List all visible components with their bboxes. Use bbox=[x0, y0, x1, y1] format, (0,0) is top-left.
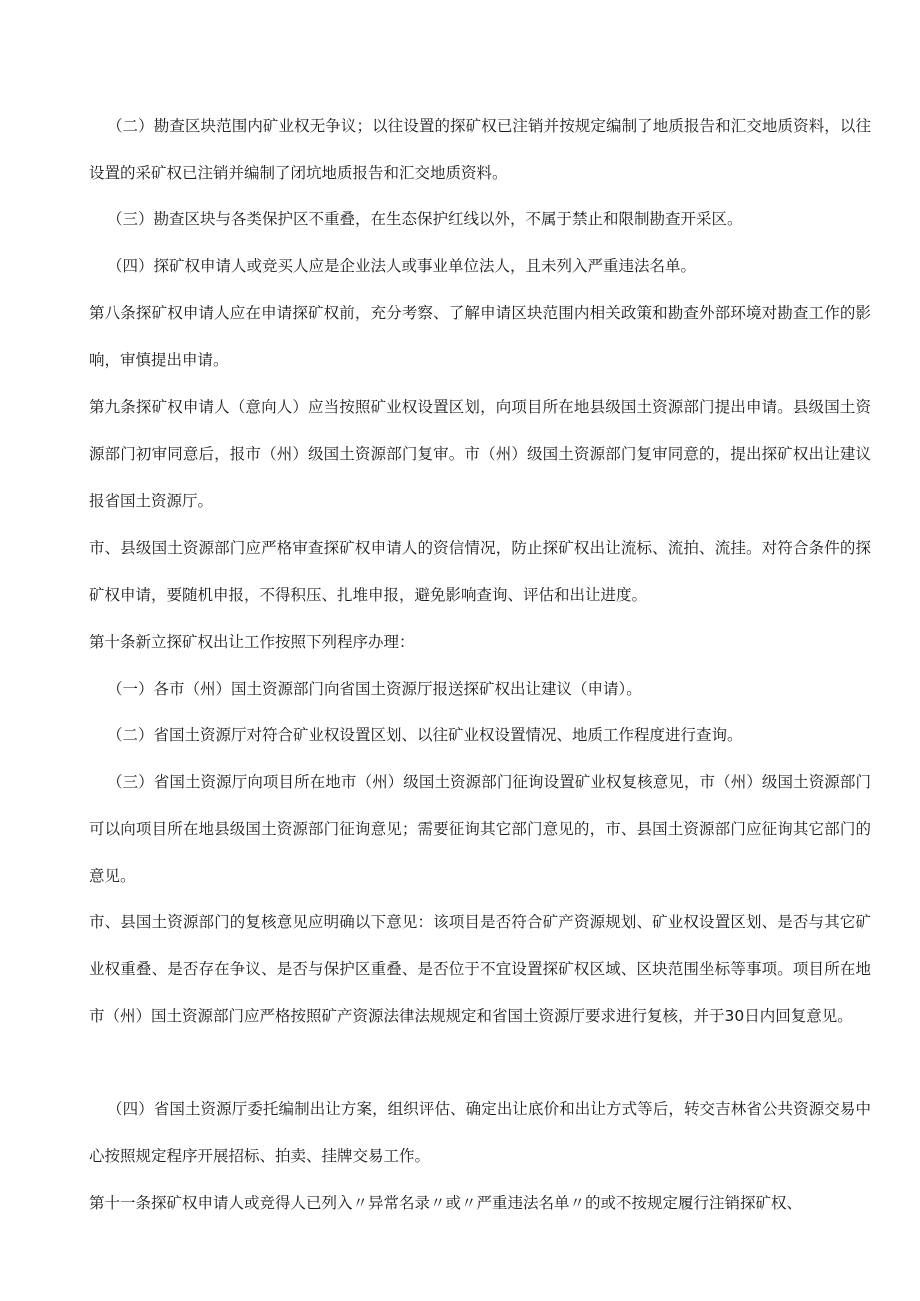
paragraph-item-4-conditions: （四）探矿权申请人或竞买人应是企业法人或事业单位法人，且未列入严重违法名单。 bbox=[107, 257, 697, 275]
paragraph-article-8: 第八条探矿权申请人应在申请探矿权前，充分考察、了解申请区块范围内相关政策和勘查外部环境对勘查工作的影响，审慎提出申请。 bbox=[89, 304, 871, 369]
paragraph-article-10: 第十条新立探矿权出让工作按照下列程序办理： bbox=[89, 633, 415, 651]
paragraph-procedure-3: （三）省国土资源厅向项目所在地市（州）级国土资源部门征询设置矿业权复核意见，市（州）级国土资源部门可以向项目所在地县级国土资源部门征询意见；需要征询其它部门意见的，市、县国土资源部门应征询其它部门的意见。 bbox=[89, 773, 871, 885]
paragraph-procedure-2: （二）省国土资源厅对符合矿业权设置区划、以往矿业权设置情况、地质工作程度进行查询。 bbox=[107, 726, 743, 744]
paragraph-review-requirement: 市、县级国土资源部门应严格审查探矿权申请人的资信情况，防止探矿权出让流标、流拍、流挂。对符合条件的探矿权申请，要随机申报，不得积压、扎堆申报，避免影响查询、评估和出让进度。 bbox=[89, 539, 871, 604]
paragraph-procedure-1: （一）各市（州）国土资源部门向省国土资源厅报送探矿权出让建议（申请）。 bbox=[107, 680, 642, 698]
paragraph-article-9: 第九条探矿权申请人（意向人）应当按照矿业权设置区划，向项目所在地县级国土资源部门提出申请。县级国土资源部门初审同意后，报市（州）级国土资源部门复审。市（州）级国土资源部门复审同意的，提出探矿权出让建议报省国土资源厅。 bbox=[89, 398, 871, 510]
paragraph-item-2-conditions: （二）勘查区块范围内矿业权无争议；以往设置的探矿权已注销并按规定编制了地质报告和汇交地质资料，以往设置的采矿权已注销并编制了闭坑地质报告和汇交地质资料。 bbox=[89, 117, 871, 182]
paragraph-procedure-4: （四）省国土资源厅委托编制出让方案，组织评估、确定出让底价和出让方式等后，转交吉林省公共资源交易中心按照规定程序开展招标、拍卖、挂牌交易工作。 bbox=[89, 1100, 871, 1165]
paragraph-item-3-conditions: （三）勘查区块与各类保护区不重叠，在生态保护红线以外，不属于禁止和限制勘查开采区。 bbox=[107, 210, 743, 228]
paragraph-article-11: 第十一条探矿权申请人或竞得人已列入〃异常名录〃或〃严重违法名单〃的或不按规定履行注销探矿权、 bbox=[89, 1194, 803, 1212]
paragraph-review-opinion: 市、县国土资源部门的复核意见应明确以下意见：该项目是否符合矿产资源规划、矿业权设置区划、是否与其它矿业权重叠、是否存在争议、是否与保护区重叠、是否位于不宜设置探矿权区域、区块范围坐标等事项。项目所在地市（州）国土资源部门应严格按照矿产资源法律法规规定和省国土资源厅要求进行复核，并于30日内回复意见。 bbox=[89, 913, 871, 1025]
